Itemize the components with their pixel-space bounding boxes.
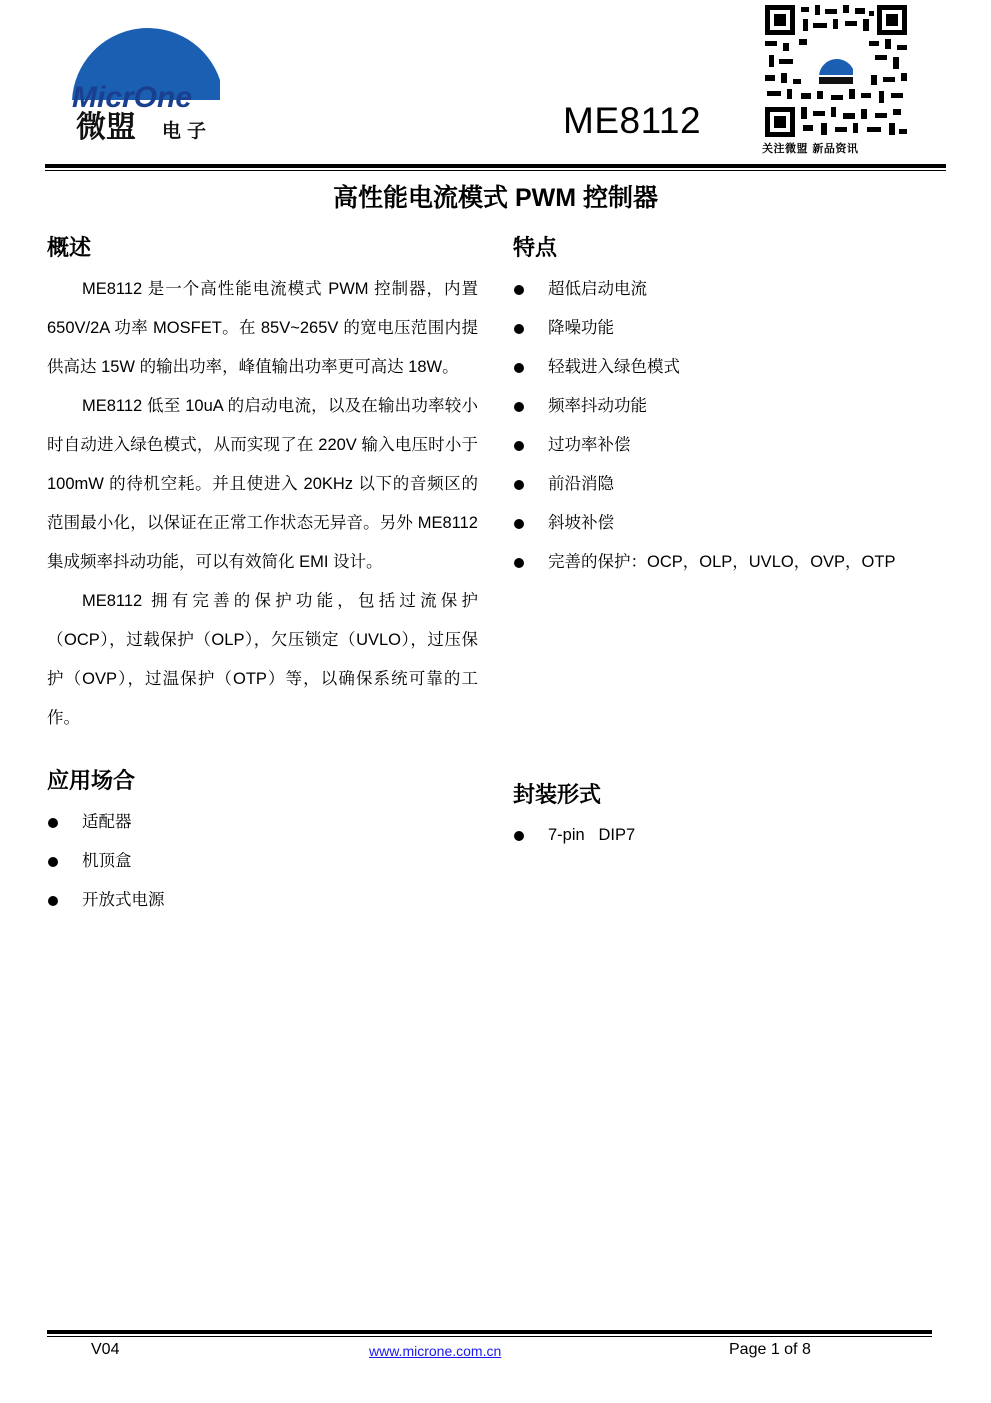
logo-text-cn: 微盟 — [76, 110, 136, 145]
website-link[interactable]: www.microne.com.cn — [369, 1343, 502, 1359]
qr-caption: 关注微盟 新品资讯 — [762, 142, 859, 155]
overview-text-1: ME8112 是一个高性能电流模式 PWM 控制器，内置 650V/2A 功率 MOSFET。在 85V~265V 的宽电压范围内提供高达 15W 的输出功率，峰值输出功率更可高达 18W。 — [47, 280, 478, 376]
applications-heading: 应用场合 — [47, 768, 136, 793]
bullet-icon — [48, 818, 58, 828]
qr-code-graphic — [765, 5, 907, 137]
bullet-icon — [48, 896, 58, 906]
bullet-icon — [514, 441, 524, 451]
logo-text-en: MicrOne — [72, 81, 193, 114]
overview-text-3: ME8112 拥有完善的保护功能，包括过流保护（OCP），过载保护（OLP），欠压锁定（UVLO），过压保护（OVP），过温保护（OTP）等，以确保系统可靠的工作。 — [47, 592, 478, 727]
qr-code[interactable] — [765, 5, 907, 137]
overview-paragraph-2 — [47, 387, 478, 582]
bullet-icon — [48, 857, 58, 867]
bullet-icon — [514, 831, 524, 841]
bullet-icon — [514, 285, 524, 295]
bullet-icon — [514, 558, 524, 568]
page-number: Page 1 of 8 — [729, 1341, 811, 1358]
footer-rule-thin — [47, 1336, 932, 1337]
list-item: 完善的保护：OCP，OLP，UVLO，OVP，OTP — [513, 543, 895, 582]
bullet-icon — [514, 480, 524, 490]
list-item: 超低启动电流 — [513, 270, 895, 309]
overview-heading: 概述 — [47, 235, 92, 260]
applications-list — [47, 803, 165, 920]
list-item: 机顶盒 — [47, 842, 165, 881]
list-item: 过功率补偿 — [513, 426, 895, 465]
overview-paragraph-1 — [47, 270, 478, 387]
header-rule-thin — [45, 170, 946, 171]
package-list — [513, 816, 635, 855]
overview-text-2: ME8112 低至 10uA 的启动电流，以及在输出功率较小时自动进入绿色模式，从而实现了在 220V 输入电压时小于 100mW 的待机空耗。并且使进入 20KHz 以下的音频区的范围最小化，以保证在正常工作状态无异音。另外 ME8112 集成频率抖动功能，可以有效简化 EMI 设计。 — [47, 397, 478, 571]
list-item: 频率抖动功能 — [513, 387, 895, 426]
list-item: 前沿消隐 — [513, 465, 895, 504]
list-item: 适配器 — [47, 803, 165, 842]
header-rule — [45, 164, 946, 168]
document-title: 高性能电流模式 PWM 控制器 — [333, 184, 658, 212]
bullet-icon — [514, 363, 524, 373]
logo-text-cn-sub: 电子 — [162, 120, 213, 142]
list-item: 斜坡补偿 — [513, 504, 895, 543]
part-number: ME8112 — [563, 100, 702, 141]
overview-paragraph-3 — [47, 582, 478, 738]
features-heading: 特点 — [513, 235, 558, 260]
logo-graphic — [70, 10, 230, 150]
footer-rule — [47, 1330, 932, 1334]
version-label: V04 — [91, 1341, 120, 1358]
features-list — [513, 270, 895, 582]
list-item: 开放式电源 — [47, 881, 165, 920]
package-heading: 封装形式 — [513, 782, 602, 807]
company-logo — [70, 10, 230, 150]
list-item: 7-pin DIP7 — [513, 816, 635, 855]
bullet-icon — [514, 519, 524, 529]
list-item: 降噪功能 — [513, 309, 895, 348]
list-item: 轻载进入绿色模式 — [513, 348, 895, 387]
bullet-icon — [514, 324, 524, 334]
bullet-icon — [514, 402, 524, 412]
